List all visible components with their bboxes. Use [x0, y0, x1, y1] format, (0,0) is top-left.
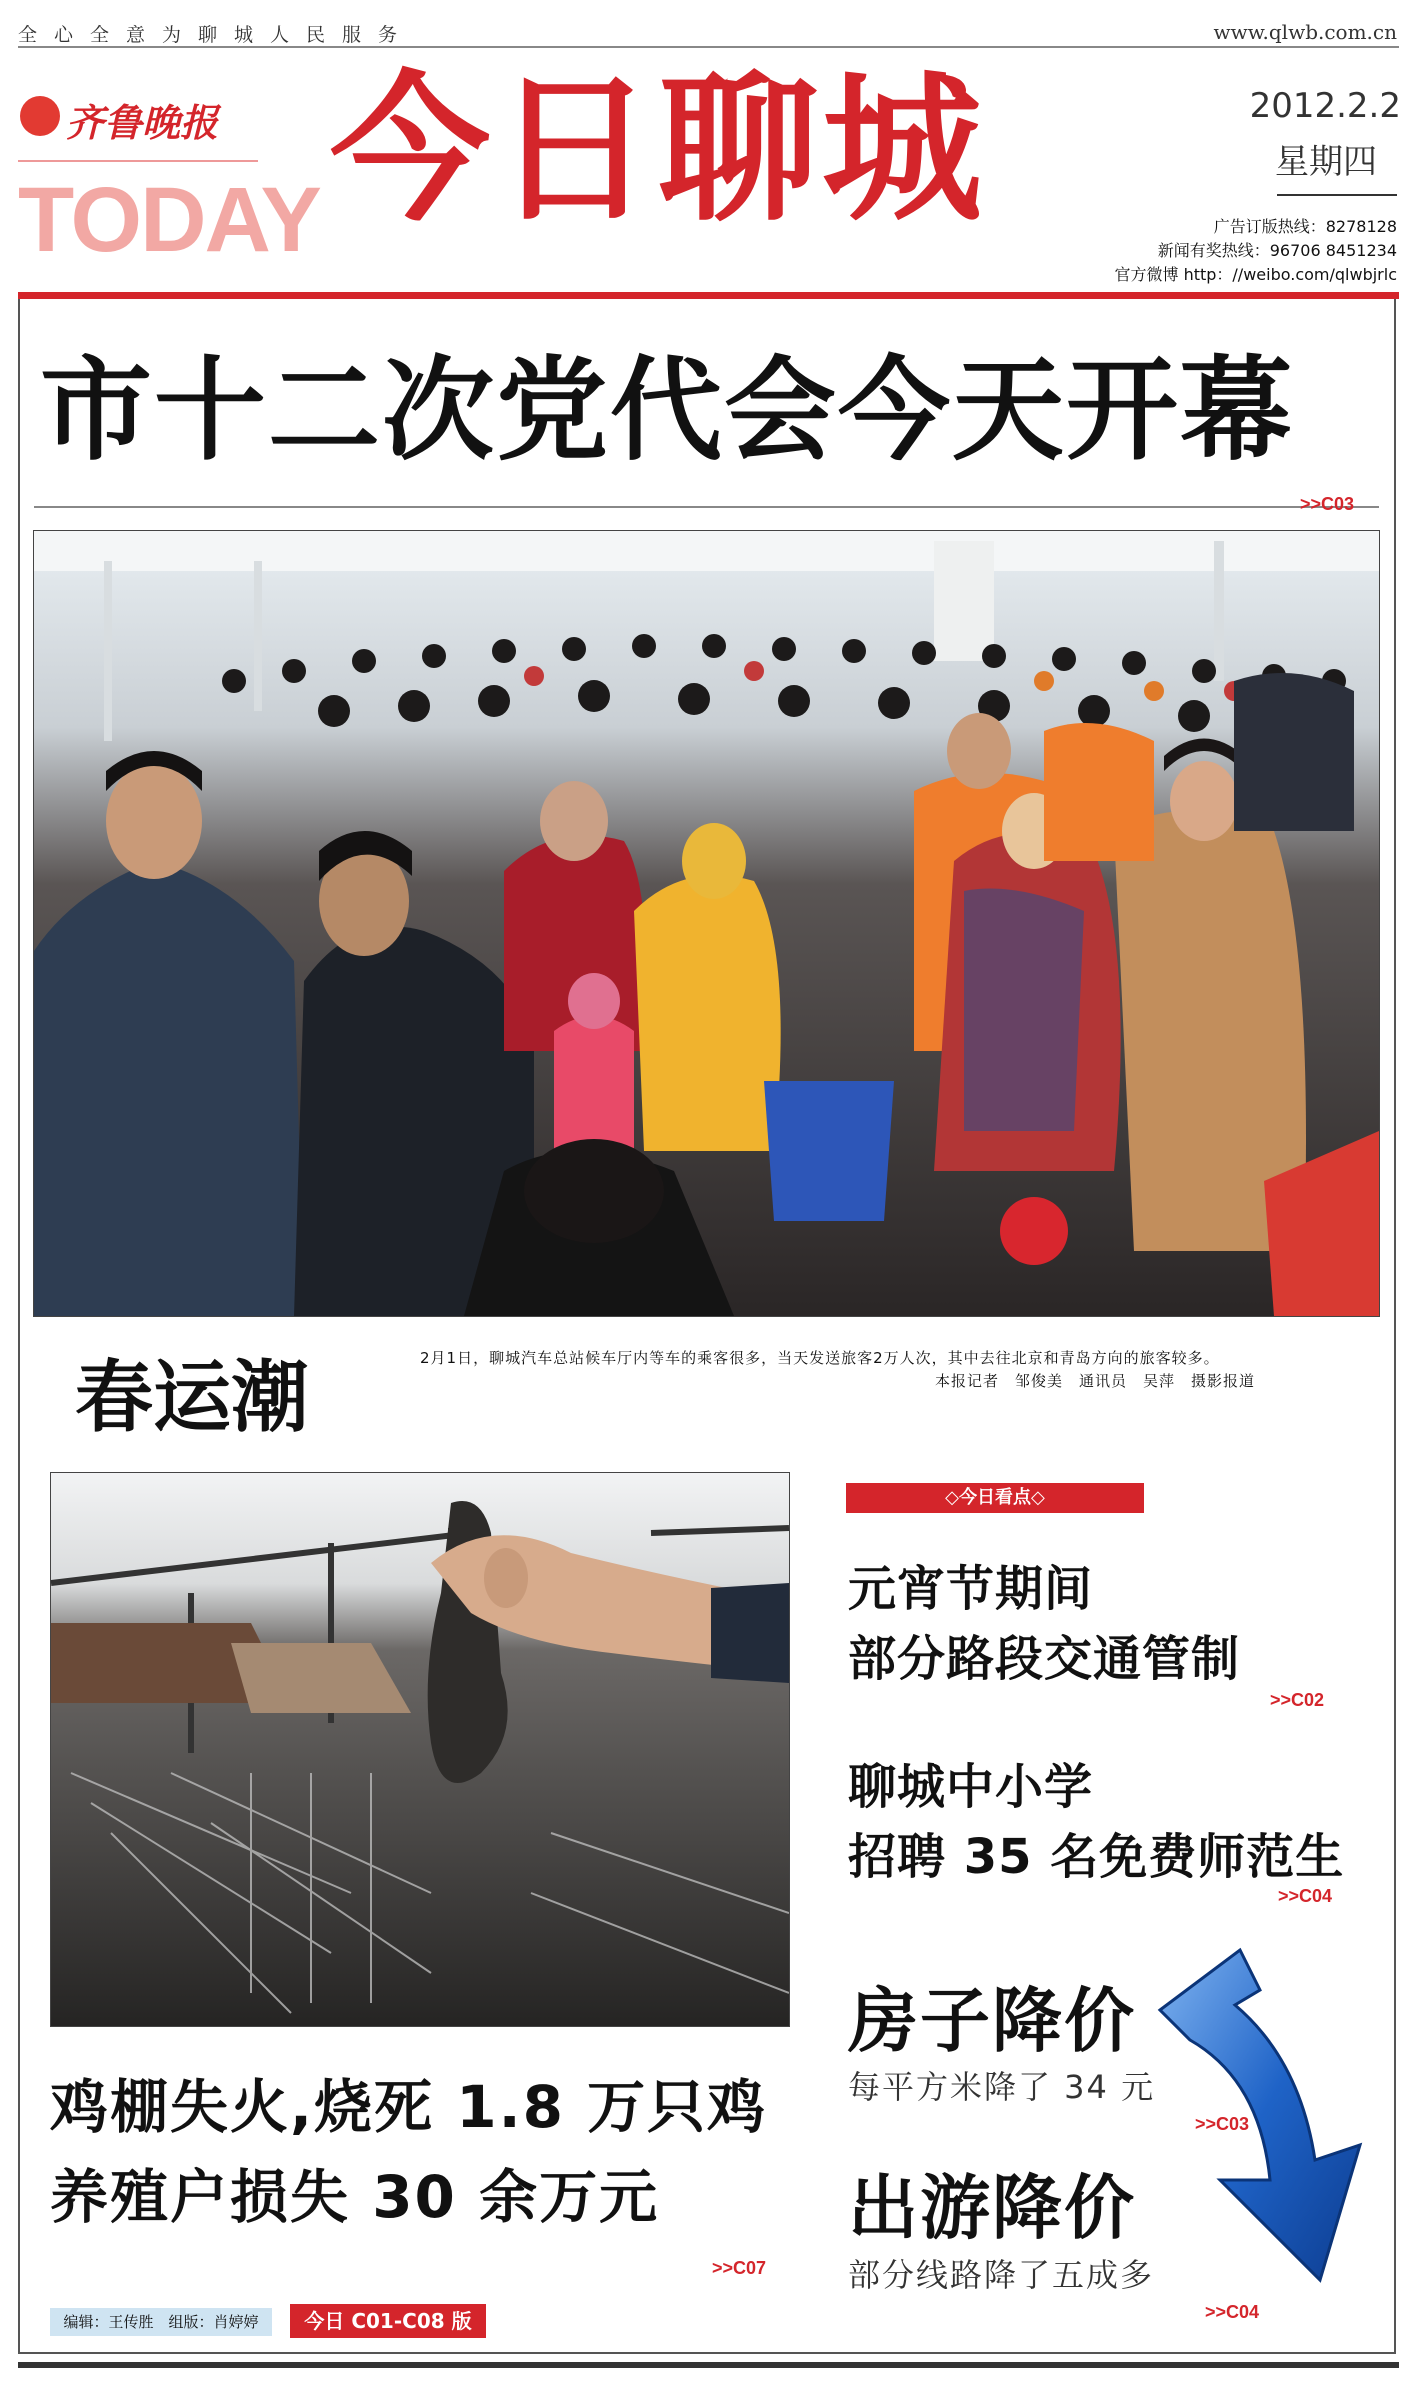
news-hotline: 新闻有奖热线：96706 8451234	[1157, 241, 1397, 260]
travel-price-title[interactable]: 出游降价	[848, 2167, 1136, 2249]
highlight2-line2[interactable]: 招聘 35 名免费师范生	[848, 1829, 1345, 1885]
lead-headline[interactable]: 市十二次党代会今天开幕	[40, 346, 1294, 476]
story2-headline-line1[interactable]: 鸡棚失火,烧死 1.8 万只鸡	[50, 2073, 768, 2141]
masthead-red-bar	[18, 292, 1399, 299]
house-price-page-ref[interactable]: >>C03	[1195, 2114, 1250, 2134]
brand-logo-icon	[20, 96, 60, 136]
house-price-sub: 每平方米降了 34 元	[848, 2068, 1156, 2106]
headline-divider	[34, 506, 1379, 508]
date-divider	[1277, 194, 1397, 196]
house-price-title[interactable]: 房子降价	[848, 1980, 1136, 2062]
issue-date: 2012.2.2	[1249, 86, 1401, 126]
price-down-arrow-icon	[1150, 1930, 1380, 2290]
highlight1-line1[interactable]: 元宵节期间	[848, 1561, 1094, 1617]
weibo-link[interactable]: 官方微博 http：//weibo.com/qlwbjrlc	[1114, 265, 1397, 284]
travel-price-page-ref[interactable]: >>C04	[1205, 2302, 1260, 2322]
website-url[interactable]: www.qlwb.com.cn	[1213, 20, 1397, 44]
travel-price-sub: 部分线路降了五成多	[848, 2256, 1155, 2294]
editor-credit: 编辑：王传胜 组版：肖婷婷	[50, 2308, 272, 2336]
top-divider	[18, 46, 1399, 48]
story2-headline-line2[interactable]: 养殖户损失 30 余万元	[50, 2163, 660, 2231]
highlight1-page-ref[interactable]: >>C02	[1270, 1690, 1325, 1710]
bottom-bar	[18, 2362, 1399, 2368]
story2-page-ref[interactable]: >>C07	[712, 2258, 767, 2278]
ad-hotline: 广告订版热线：8278128	[1213, 217, 1397, 236]
slogan: 全心全意为聊城人民服务	[18, 24, 415, 46]
masthead-title: 今日聊城	[330, 56, 987, 243]
burnt-coop-photo	[50, 1472, 790, 2027]
highlight2-page-ref[interactable]: >>C04	[1278, 1886, 1333, 1906]
brand-divider	[18, 160, 258, 162]
photo-credit: 本报记者 邹俊美 通讯员 吴萍 摄影报道	[935, 1372, 1256, 1390]
lead-page-ref[interactable]: >>C03	[1300, 494, 1355, 514]
highlights-tag: ◇今日看点◇	[846, 1483, 1144, 1513]
brand-name: 齐鲁晚报	[66, 100, 219, 145]
highlight1-line2[interactable]: 部分路段交通管制	[848, 1631, 1241, 1687]
issue-weekday: 星期四	[1275, 142, 1377, 182]
edition-badge: 今日 C01-C08 版	[290, 2304, 486, 2338]
photo-caption: 2月1日，聊城汽车总站候车厅内等车的乘客很多，当天发送旅客2万人次，其中去往北京和青岛方向的旅客较多。	[420, 1349, 1220, 1367]
brand-today: TODAY	[18, 169, 320, 271]
photo-story-title: 春运潮	[75, 1353, 310, 1443]
crowd-photo	[33, 530, 1380, 1317]
highlight2-line1[interactable]: 聊城中小学	[848, 1759, 1094, 1815]
